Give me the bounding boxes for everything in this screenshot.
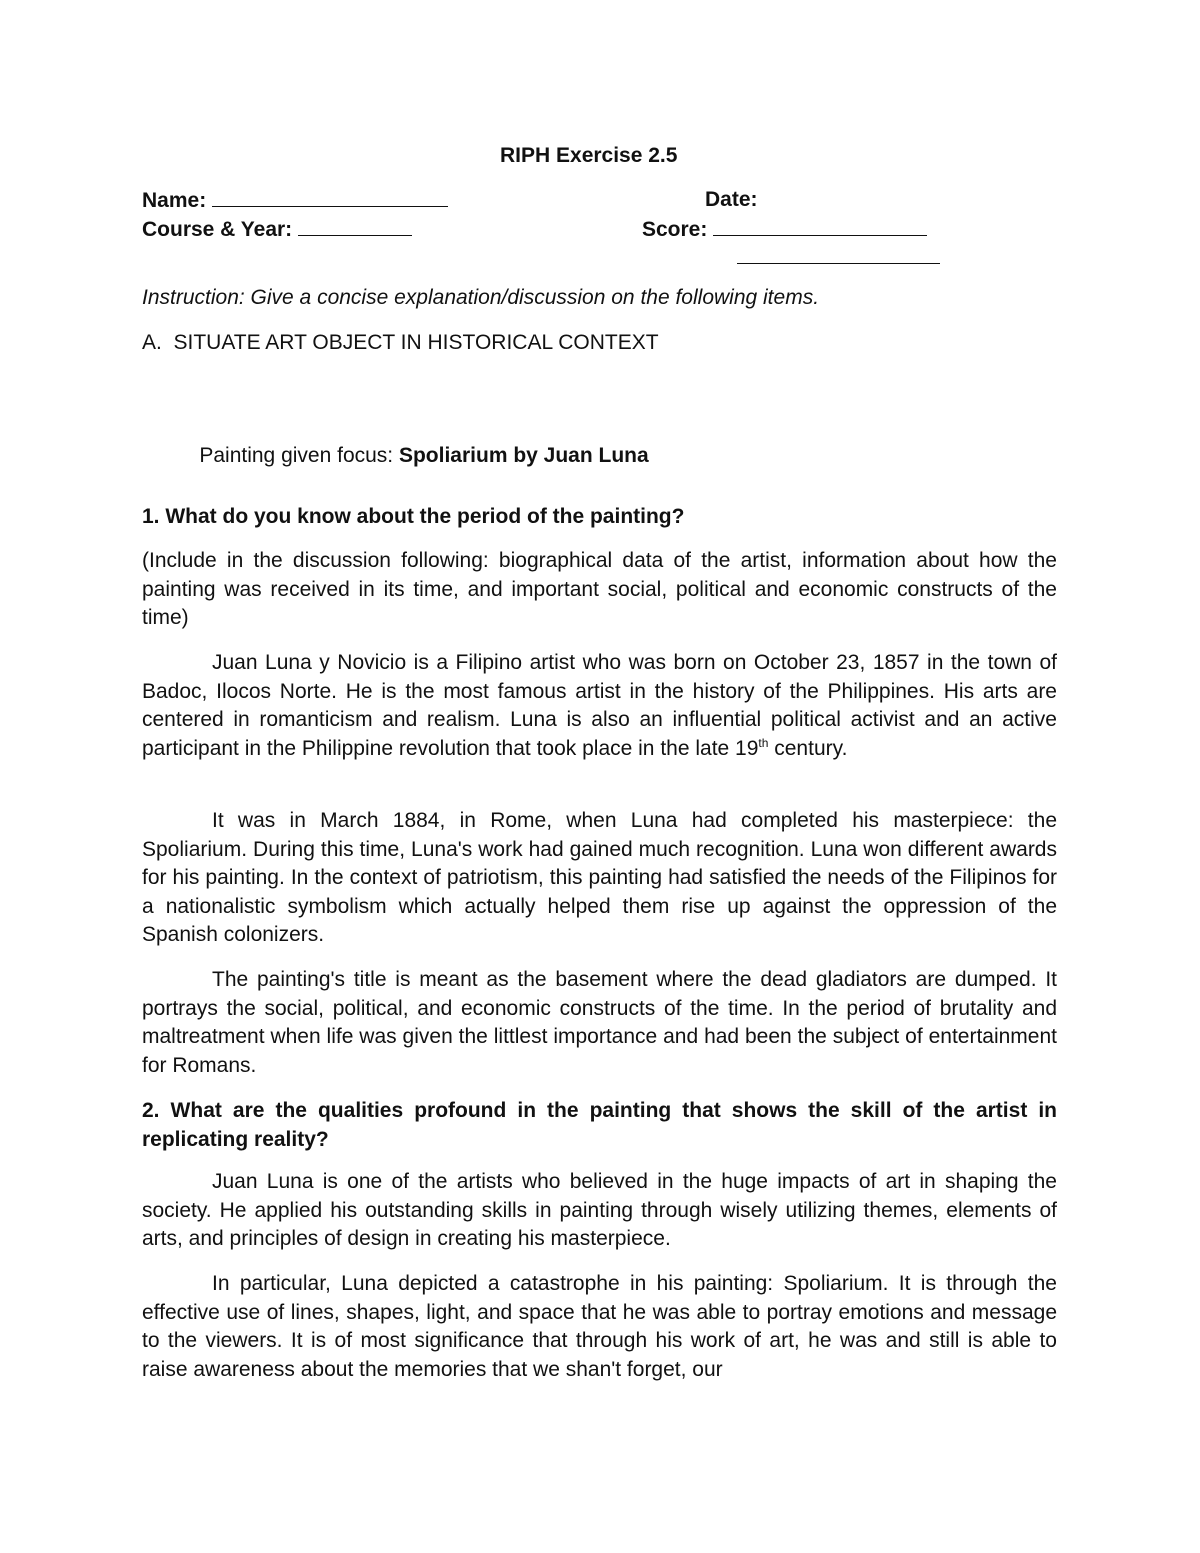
- q1-paragraph-1-sup: th: [758, 735, 769, 750]
- name-row: [142, 186, 448, 215]
- q1-paragraph-3: The painting's title is meant as the basement where the dead gladiators are dumped. It portrays the social, political, and economic constructs of the time. In the period of brutality and maltreatment when life was given the littlest importance and had been the subject of entertainment for Romans.: [142, 968, 1057, 1077]
- q2-paragraph-2: In particular, Luna depicted a catastrophe in his painting: Spoliarium. It is through the effective use of lines, shapes, light, and space that he was able to portray emotions and message to the viewers. It is of most significance that through his work of art, he was and still is able to raise awareness about the memories that we shan't forget, our: [142, 1272, 1057, 1381]
- score-label: Score:: [642, 218, 708, 241]
- course-year-label: Course & Year:: [142, 218, 293, 241]
- name-label: Name:: [142, 189, 207, 212]
- q1-paragraph-1-text: Juan Luna y Novicio is a Filipino artist who was born on October 23, 1857 in the town of Badoc, Ilocos Norte. He is the most famous artist in the history of the Philippines. His arts are centered in romanticism and realism. Luna is also an influential political activist and an active participant in the Philippine revolution that took place in the late 19: [142, 651, 1057, 760]
- question-2: 2. What are the qualities profound in the painting that shows the skill of the artist in replicating reality?: [142, 1099, 1057, 1151]
- question-1: 1. What do you know about the period of the painting?: [142, 505, 685, 528]
- course-year-field[interactable]: [298, 215, 412, 236]
- painting-focus-label: Painting given focus:: [199, 444, 399, 467]
- course-row: [142, 215, 412, 244]
- instruction-text: Instruction: Give a concise explanation/discussion on the following items.: [142, 286, 820, 309]
- q1-paragraph-1-end: century.: [768, 736, 848, 760]
- document-title: RIPH Exercise 2.5: [500, 144, 678, 167]
- section-a-heading: A. SITUATE ART OBJECT IN HISTORICAL CONTEXT: [142, 331, 659, 354]
- q1-paragraph-2: It was in March 1884, in Rome, when Luna had completed his masterpiece: the Spoliarium. During this time, Luna's work had gained much recognition. Luna won different awards for his painting. In the context of patriotism, this painting had satisfied the needs of the Filipinos for a nationalistic symbolism which actually helped them rise up against the oppression of the Spanish colonizers.: [142, 809, 1057, 947]
- score-row: [642, 215, 927, 244]
- question-1-note: (Include in the discussion following: biographical data of the artist, information about how the painting was received in its time, and important social, political and economic constructs of the time): [142, 549, 1057, 630]
- score-underline: [737, 263, 940, 264]
- q2-paragraph-1: Juan Luna is one of the artists who believed in the huge impacts of art in shaping the society. He applied his outstanding skills in painting through wisely utilizing themes, elements of arts, and principles of design in creating his masterpiece.: [142, 1170, 1057, 1251]
- name-field[interactable]: [212, 186, 448, 207]
- date-label: Date:: [705, 188, 758, 211]
- q1-paragraph-1: [142, 649, 1057, 763]
- painting-focus: [176, 414, 649, 498]
- score-field[interactable]: [713, 215, 927, 236]
- painting-focus-value: Spoliarium by Juan Luna: [398, 444, 649, 467]
